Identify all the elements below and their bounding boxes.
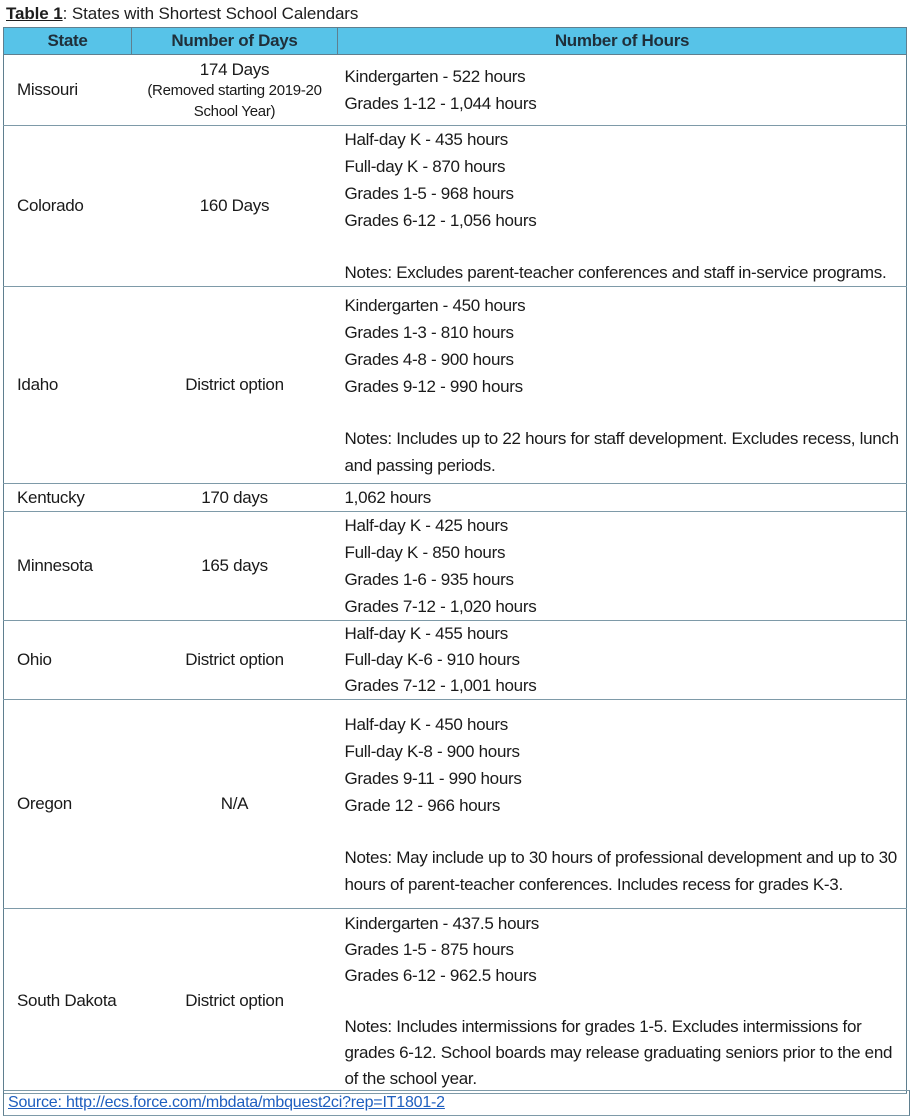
hours-line: Grades 6-12 - 962.5 hours [344, 965, 537, 985]
hours-line: Grades 1-5 - 875 hours [344, 939, 514, 959]
state-cell: Minnesota [4, 512, 132, 621]
table-row [4, 287, 907, 484]
header-state: State [4, 28, 132, 55]
days-note-line: School Year) [193, 102, 276, 120]
days-cell: 165 days [132, 512, 338, 621]
table-caption [6, 3, 358, 25]
table-row [4, 55, 907, 126]
hours-line: Half-day K - 455 hours [344, 624, 508, 643]
hours-line: Grades 9-12 - 990 hours [344, 376, 523, 396]
hours-line: Grades 1-12 - 1,044 hours [344, 94, 537, 113]
hours-line: Full-day K - 850 hours [344, 543, 506, 562]
notes-text: Notes: Includes up to 22 hours for staff development. Excludes recess, lunch and passing periods. [344, 428, 899, 475]
hours-line: Grades 7-12 - 1,020 hours [344, 597, 537, 616]
state-cell: Kentucky [4, 484, 132, 512]
table-label: Table 1 [6, 4, 63, 23]
hours-cell [338, 909, 907, 1094]
hours-cell [338, 126, 907, 287]
notes-text: Notes: May include up to 30 hours of professional development and up to 30 hours of parent-teacher conferences. Includes recess for grades K-3. [344, 847, 897, 894]
hours-cell [338, 484, 907, 512]
notes-text: Notes: Includes intermissions for grades 1-5. Excludes intermissions for grades 6-12. School boards may release graduating seniors prior to the end of the school year. [344, 1016, 893, 1088]
table-row [4, 700, 907, 909]
hours-line: Half-day K - 425 hours [344, 516, 508, 535]
table-row [4, 512, 907, 621]
school-calendar-table [3, 27, 907, 1094]
hours-line: Grades 6-12 - 1,056 hours [344, 211, 537, 230]
days-cell: District option [132, 287, 338, 484]
state-cell: Idaho [4, 287, 132, 484]
hours-cell [338, 287, 907, 484]
hours-line: Half-day K - 450 hours [344, 714, 508, 734]
hours-line: Grades 9-11 - 990 hours [344, 768, 522, 788]
state-cell: Missouri [4, 55, 132, 126]
hours-line: Grades 7-12 - 1,001 hours [344, 676, 537, 695]
days-cell: District option [132, 621, 338, 700]
hours-line: Full-day K - 870 hours [344, 157, 506, 176]
header-row [4, 28, 907, 55]
hours-line: Kindergarten - 437.5 hours [344, 913, 539, 933]
days-cell: 160 Days [132, 126, 338, 287]
state-cell: Colorado [4, 126, 132, 287]
hours-cell [338, 512, 907, 621]
hours-line: 1,062 hours [344, 488, 431, 507]
hours-cell [338, 55, 907, 126]
hours-line: Grades 4-8 - 900 hours [344, 349, 514, 369]
notes-text: Notes: Excludes parent-teacher conferences and staff in-service programs. [344, 263, 887, 282]
days-cell: District option [132, 909, 338, 1094]
hours-cell [338, 700, 907, 909]
table-row [4, 909, 907, 1094]
header-days: Number of Days [132, 28, 338, 55]
state-cell: Oregon [4, 700, 132, 909]
hours-line: Grades 1-5 - 968 hours [344, 184, 514, 203]
table-row [4, 484, 907, 512]
days-cell: 170 days [132, 484, 338, 512]
table-title: : States with Shortest School Calendars [62, 4, 359, 23]
state-cell: Ohio [4, 621, 132, 700]
hours-line: Grade 12 - 966 hours [344, 795, 501, 815]
table-row [4, 621, 907, 700]
hours-line: Kindergarten - 522 hours [344, 67, 526, 86]
hours-line: Grades 1-3 - 810 hours [344, 322, 514, 342]
days-cell: N/A [132, 700, 338, 909]
hours-cell [338, 621, 907, 700]
days-cell [132, 55, 338, 126]
header-hours: Number of Hours [338, 28, 907, 55]
hours-line: Grades 1-6 - 935 hours [344, 570, 514, 589]
days-value: 174 Days [199, 59, 270, 79]
table-row [4, 126, 907, 287]
hours-line: Full-day K-6 - 910 hours [344, 650, 520, 669]
hours-line: Kindergarten - 450 hours [344, 295, 526, 315]
hours-line: Half-day K - 435 hours [344, 130, 508, 149]
days-note-line: (Removed starting 2019-20 [147, 81, 322, 99]
hours-line: Full-day K-8 - 900 hours [344, 741, 520, 761]
source-link[interactable]: Source: http://ecs.force.com/mbdata/mbquest2ci?rep=IT1801-2 [3, 1090, 910, 1116]
state-cell: South Dakota [4, 909, 132, 1094]
